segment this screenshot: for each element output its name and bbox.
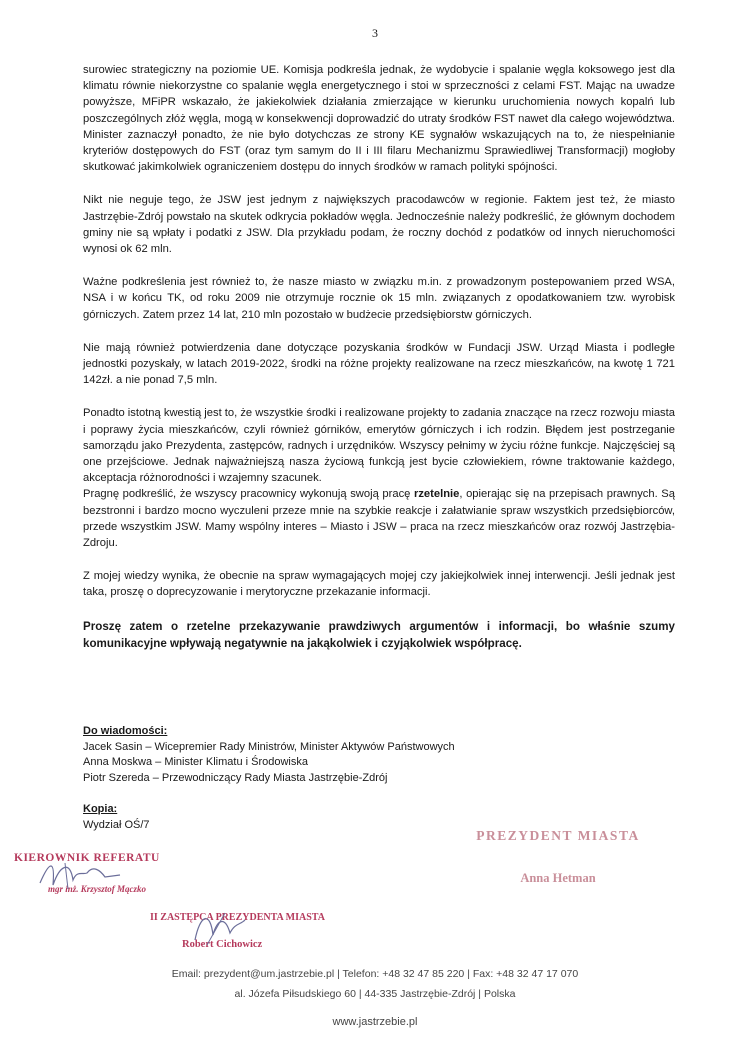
paragraph-3: Ważne podkreślenia jest również to, że nasze miasto w związku m.in. z prowadzonym postepowaniem przed WSA, NSA i w końcu TK, od roku 2009 nie otrzymuje rocznie ok 15 mln. związanych z opodatkowaniem tzw. wyrobisk górniczych. Zatem przez 14 lat, 210 mln pozostało w budżecie przedsiębiorstw górniczych.: [83, 276, 675, 321]
kierownik-signature: [35, 855, 125, 895]
paragraph-6: [83, 486, 675, 551]
recipient-3: Piotr Szereda – Przewodniczący Rady Miasta Jastrzębie-Zdrój: [83, 771, 388, 784]
paragraph-5: Ponadto istotną kwestią jest to, że wszystkie środki i realizowane projekty to zadania znaczące na rzecz rozwoju miasta i poprawy życia mieszkańców, czyli również górników, emerytów górniczych i ich rodzin. Błędem jest postrzeganie samorządu jako Prezydenta, zastępców, radnych i urzędników. Wszyscy pełnimy w życiu różne funkcje. Najczęściej są one przejściowe. Jednak najważniejszą nasza życiową funkcją jest bycie człowiekiem, równe traktowanie każdego, akceptacja różnorodności i wzajemny szacunek.: [83, 407, 675, 485]
paragraph-1: surowiec strategiczny na poziomie UE. Komisja podkreśla jednak, że wydobycie i spalanie węgla koksowego jest dla klimatu równie niekorzystne co spalanie węgla energetycznego i stoi w sprzeczności z celami FST. Mając na uwadze powyższe, MFiPR wskazało, że jakiekolwiek działania zmierzające w kierunku uruchomienia nowych kopalń lub poszczególnych złóż węgla, mogą w konsekwencji doprowadzić do utraty środków FST nawet dla całego województwa. Minister zaznaczył ponadto, że nie było dotychczas ze strony KE sygnałów wskazujących na to, że niespełnianie kryteriów dostępowych do FST (oraz tym samym do II i III filaru Mechanizmu Sprawiedliwej Transformacji) mogłoby skutkować jakimkolwiek ograniczeniem dostępu do innych środków w ramach polityki spójności.: [83, 64, 675, 174]
distribution-list: [83, 724, 455, 786]
kierownik-stamp-title: KIEROWNIK REFERATU: [14, 852, 160, 864]
paragraph-6-start: Pragnę podkreślić, że wszyscy pracownicy wykonują swoją pracę: [83, 488, 414, 501]
letter-body: [83, 62, 675, 669]
paragraph-8-closing: Proszę zatem o rzetelne przekazywanie prawdziwych argumentów i informacji, bo właśnie szumy komunikacyjne wpływają negatywnie na jakąkolwiek i czyjąkolwiek współpracę.: [83, 619, 675, 650]
footer-website[interactable]: www.jastrzebie.pl: [332, 1016, 418, 1028]
paragraph-6-end: , opierając się na przepisach prawnych. Są bezstronni i bardzo mocno wyczuleni przeze mnie na szybkie reakcje i załatwianie spraw wszystkich przedsiębiorców, przede wszystkim JSW. Mamy wspólny interes – Miasto i JSW – praca na rzecz mieszkańców oraz rozwój Jastrzębia-Zdroju.: [83, 488, 675, 550]
footer-contact: Email: prezydent@um.jastrzebie.pl | Telefon: +48 32 47 85 220 | Fax: +48 32 47 17 070: [171, 968, 579, 980]
page-number: 3: [372, 26, 378, 40]
recipient-1: Jacek Sasin – Wicepremier Rady Ministrów, Minister Aktywów Państwowych: [83, 740, 455, 753]
copy-heading: Kopia:: [83, 803, 118, 815]
zastepca-stamp-title: II ZASTĘPCA PREZYDENTA MIASTA: [150, 912, 325, 923]
paragraph-4: Nie mają również potwierdzenia dane dotyczące pozyskania środków w Fundacji JSW. Urząd Miasta i podległe jednostki pozyskały, w latach 2019-2022, środki na różne projekty realizowane na rzecz mieszkańców, na kwotę 1 721 142zł. a nie ponad 7,5 mln.: [83, 341, 675, 387]
footer-address: al. Józefa Piłsudskiego 60 | 44-335 Jastrzębie-Zdrój | Polska: [234, 988, 516, 1000]
prezydent-stamp-name: Anna Hetman: [520, 871, 596, 885]
paragraph-2: Nikt nie neguje tego, że JSW jest jednym z największych pracodawców w regionie. Faktem jest też, że miasto Jastrzębie-Zdrój powstało na skutek odkrycia pokładów węgla. Jednocześnie należy podkreślić, że głównym dochodem gminy nie są wpłaty i podatki z JSW. Dla przykładu podam, że roczny dochód z podatków od innych nieruchomości wynosi ok 62 mln.: [83, 194, 675, 256]
copy-recipient: Wydział OŚ/7: [83, 818, 150, 831]
prezydent-stamp-title: PREZYDENT MIASTA: [476, 828, 640, 843]
paragraph-7: Z mojej wiedzy wynika, że obecnie na spraw wymagających mojej czy jakiejkolwiek innej interwencji. Jeśli jednak jest taka, proszę o doprecyzowanie i merytoryczne przekazanie informacji.: [83, 570, 675, 599]
recipient-2: Anna Moskwa – Minister Klimatu i Środowiska: [83, 756, 308, 768]
paragraph-6-bold: rzetelnie: [413, 488, 460, 501]
zastepca-stamp-name: Robert Cichowicz: [182, 939, 263, 950]
distribution-heading: Do wiadomości:: [83, 725, 168, 737]
kierownik-stamp-name: mgr inż. Krzysztof Mączko: [48, 884, 147, 894]
zastepca-signature: [185, 905, 255, 950]
copy-section: [83, 802, 150, 833]
